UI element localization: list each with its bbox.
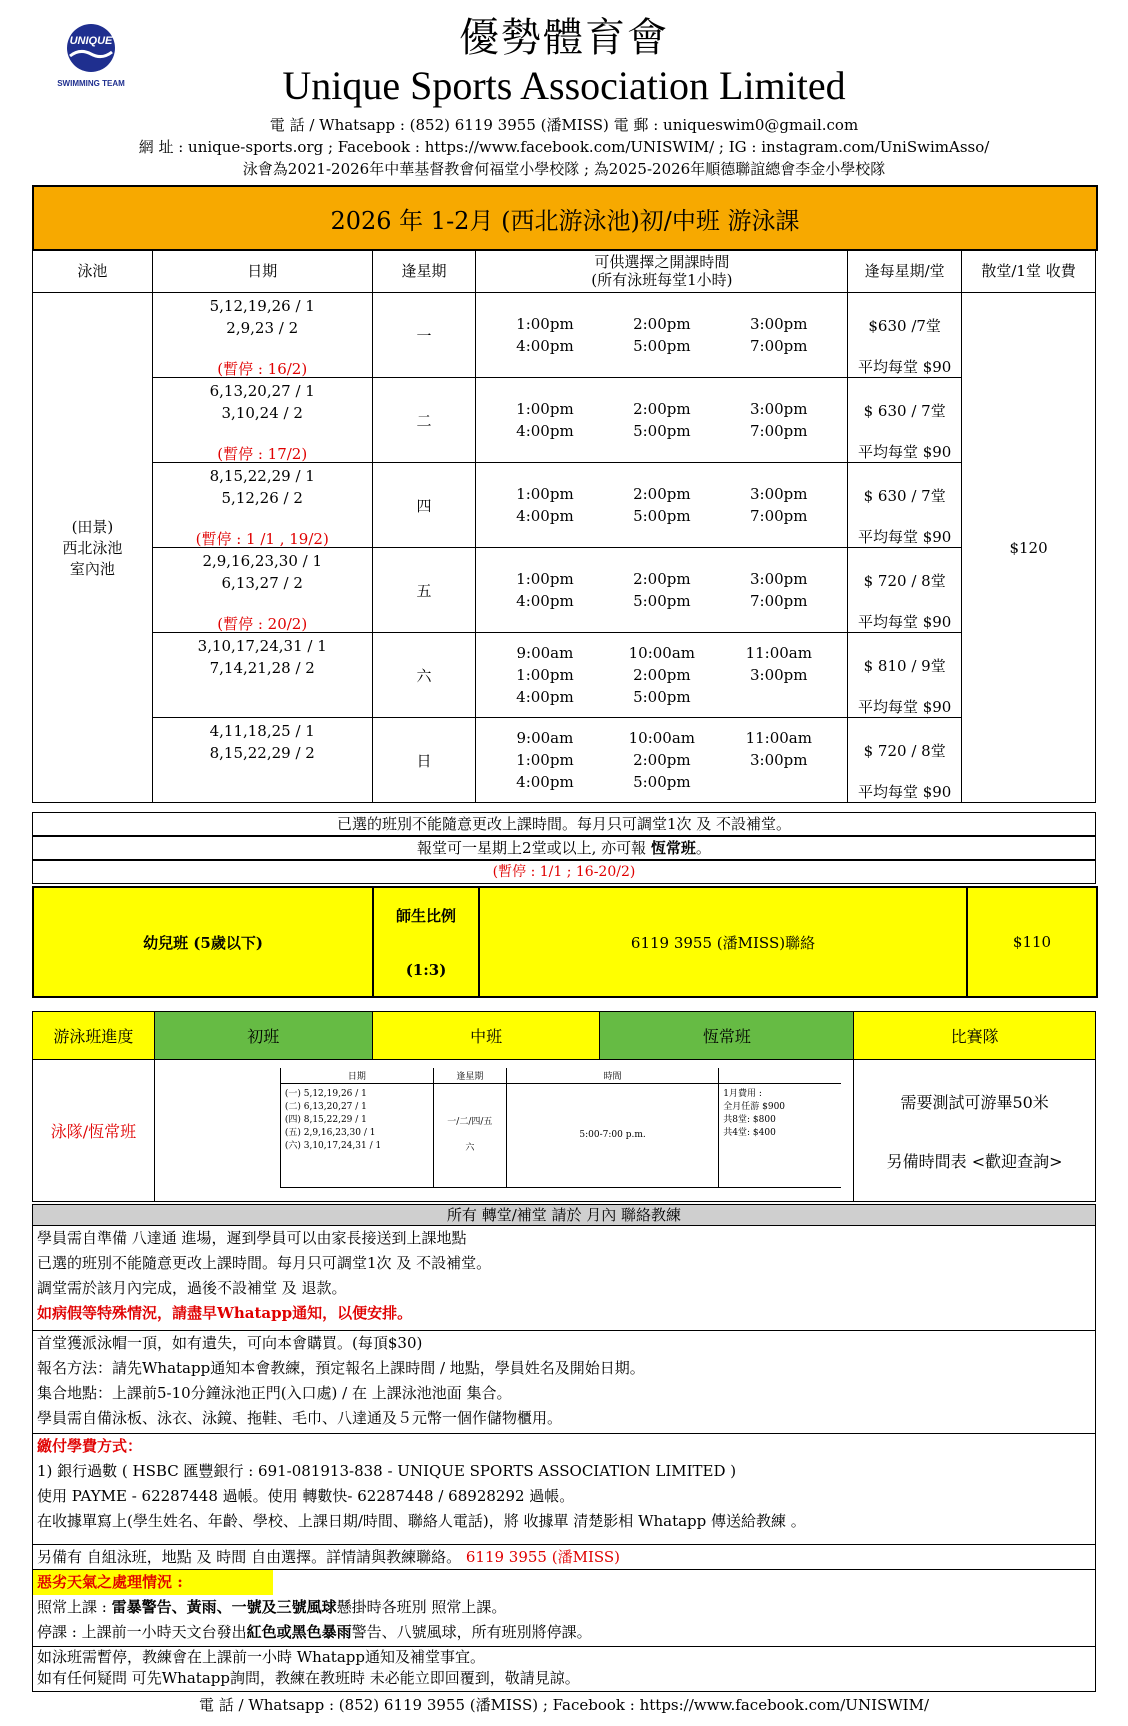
info-line: 調堂需於該月內完成，過後不設補堂 及 退款。 [37, 1279, 347, 1297]
regular-schedule-mini [154, 1060, 853, 1202]
time-slot: 4:00pm [516, 592, 574, 610]
time-slot: 10:00am [628, 644, 696, 662]
time-slot: 1:00pm [516, 570, 574, 588]
pause-note: (暫停 : 16/2) [217, 360, 308, 378]
header-times-line2: (所有泳班每堂1小時) [591, 271, 733, 289]
price-cell [848, 718, 962, 803]
info-block-2 [32, 1330, 1096, 1434]
weekday-cell: 六 [372, 633, 476, 718]
header-price: 逢每星期/堂 [848, 250, 962, 293]
toddler-contact: 6119 3955 (潘MISS)聯絡 [480, 888, 968, 996]
pool-name-line3: 室內池 [69, 560, 115, 578]
time-slot: 3:00pm [750, 485, 808, 503]
toddler-ratio [374, 888, 480, 996]
mini-date-line: (二) 6,13,20,27 / 1 [284, 1102, 367, 1112]
time-slot: 9:00am [516, 644, 574, 662]
payment-line: 使用 PAYME - 62287448 過帳。使用 轉數快- 62287448 / 68928292 過帳。 [37, 1487, 575, 1505]
time-slot: 1:00pm [516, 315, 574, 333]
times-cell [476, 548, 848, 633]
dates-line2: 5,12,26 / 2 [221, 489, 303, 507]
time-slot: 5:00pm [633, 592, 691, 610]
time-slot: 4:00pm [516, 773, 574, 791]
info-line: 首堂獲派泳帽一頂，如有遺失，可向本會購買。(每頂$30) [37, 1334, 423, 1352]
price-text: $ 720 / 8堂 [863, 742, 946, 760]
header-weekday: 逢星期 [372, 250, 476, 293]
average-price: 平均每堂 $90 [857, 528, 952, 546]
final-note: 如有任何疑問 可先Whatapp詢問，教練在教班時 未必能立即回覆到，敬請見諒。 [37, 1669, 580, 1687]
dates-line1: 2,9,16,23,30 / 1 [202, 552, 322, 570]
time-slot: 4:00pm [516, 422, 574, 440]
schedule-table [32, 249, 1096, 803]
dates-line1: 3,10,17,24,31 / 1 [197, 637, 327, 655]
time-slot: 2:00pm [633, 485, 691, 503]
time-slot: 1:00pm [516, 400, 574, 418]
average-price: 平均每堂 $90 [857, 698, 952, 716]
payment-line: 1) 銀行過數 ( HSBC 匯豐銀行 : 691-081913-838 - UNIQUE SPORTS ASSOCIATION LIMITED ) [37, 1462, 737, 1480]
info-block-1 [32, 1225, 1096, 1331]
time-slot: 7:00pm [750, 422, 808, 440]
single-price: $120 [962, 293, 1096, 803]
weather-text: 警告、八號風球，所有班別將停課。 [351, 1623, 592, 1641]
dates-cell [152, 378, 372, 463]
header-single: 散堂/1堂 收費 [962, 250, 1096, 293]
price-cell [848, 378, 962, 463]
note-line-3: (暫停 : 1/1 ; 16-20/2) [32, 860, 1096, 884]
time-slot: 11:00am [745, 644, 812, 662]
dates-line1: 8,15,22,29 / 1 [209, 467, 315, 485]
progress-intermediate: 中班 [372, 1012, 600, 1060]
time-slot: 3:00pm [750, 751, 808, 769]
time-slot: 3:00pm [750, 570, 808, 588]
time-slot: 5:00pm [633, 773, 691, 791]
mini-days-line2: 六 [465, 1143, 475, 1153]
info-line-urgent: 如病假等特殊情況，請盡早Whatapp通知，以便安排。 [37, 1304, 413, 1322]
time-slot: 5:00pm [633, 422, 691, 440]
mini-fee-line: 1月費用 : [723, 1089, 762, 1099]
time-slot: 4:00pm [516, 337, 574, 355]
contact-line-2: 網 址 : unique-sports.org ; Facebook : https://www.facebook.com/UNISWIM/ ; IG : instagram.com/UniSwimAsso/ [138, 138, 990, 156]
team-requirement-2: 另備時間表 <歡迎查詢> [886, 1151, 1063, 1171]
pause-note: (暫停 : 20/2) [217, 615, 308, 633]
dates-cell [152, 718, 372, 803]
info-line: 學員需自備泳板、泳衣、泳鏡、拖鞋、毛巾、八達通及５元幣一個作儲物櫃用。 [37, 1409, 563, 1427]
mini-fee-line: 共4堂: $400 [723, 1128, 776, 1138]
schedule-row [33, 463, 1096, 548]
time-slot: 3:00pm [750, 315, 808, 333]
dates-line1: 4,11,18,25 / 1 [209, 722, 315, 740]
progression-header-row [33, 1012, 1096, 1060]
info-line: 學員需自準備 八達通 進場，遲到學員可以由家長接送到上課地點 [37, 1229, 467, 1247]
note-line-2-end: 。 [695, 839, 711, 857]
price-text: $ 720 / 8堂 [863, 572, 946, 590]
mini-head-date: 日期 [280, 1068, 433, 1084]
info-line: 集合地點：上課前5-10分鐘泳池正門(入口處) / 在 上課泳池池面 集合。 [37, 1384, 512, 1402]
progress-team: 比賽隊 [854, 1012, 1096, 1060]
dates-line2: 2,9,23 / 2 [226, 319, 299, 337]
mini-fee-line: 全月任游 $900 [723, 1102, 786, 1112]
private-class-line [32, 1544, 1096, 1570]
weekday-cell: 日 [372, 718, 476, 803]
schedule-row [33, 548, 1096, 633]
time-slot: 10:00am [628, 729, 696, 747]
payment-title: 繳付學費方式： [37, 1437, 143, 1455]
header-dates: 日期 [152, 250, 372, 293]
weekday-cell: 一 [372, 293, 476, 378]
dates-line2: 8,15,22,29 / 2 [209, 744, 315, 762]
time-slot: 1:00pm [516, 666, 574, 684]
weather-label: 停課 : 上課前一小時天文台發出 [37, 1623, 247, 1641]
toddler-class-row [32, 886, 1098, 998]
schedule-row [33, 378, 1096, 463]
price-text: $ 810 / 9堂 [863, 657, 946, 675]
mini-days [433, 1084, 506, 1188]
average-price: 平均每堂 $90 [857, 783, 952, 801]
time-slot: 3:00pm [750, 400, 808, 418]
time-slot: 5:00pm [633, 337, 691, 355]
time-slot: 7:00pm [750, 337, 808, 355]
private-class-contact: 6119 3955 (潘MISS) [465, 1548, 621, 1566]
note-line-1: 已選的班別不能隨意更改上課時間。每月只可調堂1次 及 不設補堂。 [32, 812, 1096, 836]
weather-text: 懸掛時各班別 照常上課。 [336, 1598, 507, 1616]
weekday-cell: 五 [372, 548, 476, 633]
time-slot: 2:00pm [633, 666, 691, 684]
dates-line2: 3,10,24 / 2 [221, 404, 303, 422]
schedule-row [33, 293, 1096, 378]
mini-dates [280, 1084, 433, 1188]
weather-signals: 雷暴警告、黃雨、一號及三號風球 [111, 1598, 337, 1616]
time-slot: 7:00pm [750, 592, 808, 610]
price-text: $ 630 / 7堂 [863, 402, 946, 420]
mini-schedule-table [280, 1068, 841, 1188]
mini-head-day: 逢星期 [433, 1068, 506, 1084]
average-price: 平均每堂 $90 [857, 358, 952, 376]
mini-date-line: (四) 8,15,22,29 / 1 [284, 1115, 367, 1125]
average-price: 平均每堂 $90 [857, 443, 952, 461]
mini-fees [719, 1084, 842, 1188]
price-text: $ 630 / 7堂 [863, 487, 946, 505]
footer-contact: 電 話 / Whatsapp : (852) 6119 3955 (潘MISS) ; Facebook : https://www.facebook.com/UNISWIM/ [198, 1696, 930, 1714]
dates-cell [152, 463, 372, 548]
weather-signals: 紅色或黑色暴雨 [246, 1623, 352, 1641]
mini-days-line1: 一/二/四/五 [447, 1117, 493, 1127]
dates-cell [152, 633, 372, 718]
time-slot: 11:00am [745, 729, 812, 747]
title-english: Unique Sports Association Limited [282, 63, 846, 108]
header-pool: 泳池 [33, 250, 153, 293]
dates-line2: 6,13,27 / 2 [221, 574, 303, 592]
price-cell [848, 293, 962, 378]
pool-name-line2: 西北泳池 [62, 539, 123, 557]
final-notes [32, 1646, 1096, 1692]
progress-label: 游泳班進度 [33, 1012, 155, 1060]
time-slot: 3:00pm [750, 666, 808, 684]
mini-head-time: 時間 [506, 1068, 718, 1084]
pool-name-line1: (田景) [71, 518, 114, 536]
schedule-header-row [33, 250, 1096, 293]
time-slot: 5:00pm [633, 688, 691, 706]
pause-note: (暫停 : 1 /1 , 19/2) [195, 530, 329, 548]
toddler-class-name: 幼兒班 (5歲以下) [34, 888, 374, 996]
toddler-price: $110 [1012, 933, 1052, 951]
time-slot: 9:00am [516, 729, 574, 747]
private-class-text: 另備有 自組泳班，地點 及 時間 自由選擇。詳情請與教練聯絡。 [37, 1548, 462, 1566]
pause-note: (暫停 : 17/2) [217, 445, 308, 463]
mini-time: 5:00-7:00 p.m. [506, 1084, 718, 1188]
dates-line2: 7,14,21,28 / 2 [209, 659, 315, 677]
contact-line-3: 泳會為2021-2026年中華基督教會何福堂小學校隊 ; 為2025-2026年順德聯誼總會李金小學校隊 [242, 160, 886, 178]
contact-line-1: 電 話 / Whatsapp : (852) 6119 3955 (潘MISS) 電 郵 : uniqueswim0@gmail.com [269, 116, 859, 134]
price-cell [848, 463, 962, 548]
header-times-line1: 可供選擇之開課時間 [594, 253, 730, 271]
weather-label: 照常上課 : [37, 1598, 112, 1616]
weather-line-1 [33, 1595, 1095, 1620]
note-line-2-text: 報堂可一星期上2堂或以上, 亦可報 [417, 839, 651, 857]
team-regular-label: 泳隊/恆常班 [33, 1060, 155, 1202]
progress-beginner: 初班 [154, 1012, 372, 1060]
svg-text:SWIMMING TEAM: SWIMMING TEAM [57, 79, 125, 88]
time-slot: 5:00pm [633, 507, 691, 525]
mini-date-line: (五) 2,9,16,23,30 / 1 [284, 1128, 376, 1138]
times-cell [476, 633, 848, 718]
progression-detail-row [33, 1060, 1096, 1202]
price-text: $630 /7堂 [868, 317, 941, 335]
times-cell [476, 378, 848, 463]
payment-block [32, 1433, 1096, 1545]
dates-cell [152, 293, 372, 378]
info-line: 已選的班別不能隨意更改上課時間。每月只可調堂1次 及 不設補堂。 [37, 1254, 492, 1272]
time-slot: 2:00pm [633, 400, 691, 418]
schedule-row [33, 718, 1096, 803]
time-slot: 4:00pm [516, 688, 574, 706]
price-cell [848, 633, 962, 718]
dates-line1: 5,12,19,26 / 1 [209, 297, 315, 315]
weather-block [32, 1569, 1096, 1647]
svg-text:UNIQUE: UNIQUE [69, 35, 113, 47]
weekday-cell: 二 [372, 378, 476, 463]
progress-regular: 恆常班 [600, 1012, 854, 1060]
progression-table [32, 1011, 1096, 1202]
note-line-2-bold: 恆常班 [650, 839, 696, 857]
weather-line-2 [33, 1620, 1095, 1645]
schedule-row [33, 633, 1096, 718]
time-slot: 2:00pm [633, 315, 691, 333]
price-cell [848, 548, 962, 633]
team-requirements [854, 1060, 1096, 1202]
toddler-ratio-label: 師生比例 [395, 907, 456, 926]
times-cell [476, 463, 848, 548]
time-slot: 2:00pm [633, 751, 691, 769]
mini-fee-line: 共8堂: $800 [723, 1115, 776, 1125]
time-slot: 7:00pm [750, 507, 808, 525]
payment-line: 在收據單寫上(學生姓名、年齡、學校、上課日期/時間、聯絡人電話)，將 收據單 清楚影相 Whatapp 傳送給教練 。 [37, 1512, 806, 1530]
info-line: 報名方法：請先Whatapp通知本會教練，預定報名上課時間 / 地點，學員姓名及開始日期。 [37, 1359, 645, 1377]
transfer-notice-bar: 所有 轉堂/補堂 請於 月內 聯絡教練 [32, 1204, 1096, 1226]
mini-head-blank [719, 1068, 842, 1084]
time-slot: 4:00pm [516, 507, 574, 525]
header-times [476, 250, 848, 293]
note-line-2 [32, 836, 1096, 860]
mini-date-line: (一) 5,12,19,26 / 1 [284, 1089, 367, 1099]
course-banner-text: 2026 年 1-2月 (西北游泳池)初/中班 游泳課 [330, 206, 800, 235]
mini-date-line: (六) 3,10,17,24,31 / 1 [284, 1141, 382, 1151]
final-note: 如泳班需暫停，教練會在上課前一小時 Whatapp通知及補堂事宜。 [37, 1648, 485, 1666]
average-price: 平均每堂 $90 [857, 613, 952, 631]
team-requirement-1: 需要測試可游畢50米 [900, 1092, 1049, 1112]
times-cell [476, 718, 848, 803]
dates-line1: 6,13,20,27 / 1 [209, 382, 315, 400]
course-banner [32, 185, 1098, 251]
title-chinese: 優勢體育會 [459, 15, 669, 61]
toddler-ratio-value: (1:3) [405, 960, 447, 979]
time-slot: 1:00pm [516, 485, 574, 503]
times-cell [476, 293, 848, 378]
weather-title: 惡劣天氣之處理情況 : [33, 1570, 273, 1595]
dates-cell [152, 548, 372, 633]
pool-name [33, 293, 153, 803]
weekday-cell: 四 [372, 463, 476, 548]
time-slot: 2:00pm [633, 570, 691, 588]
time-slot: 1:00pm [516, 751, 574, 769]
